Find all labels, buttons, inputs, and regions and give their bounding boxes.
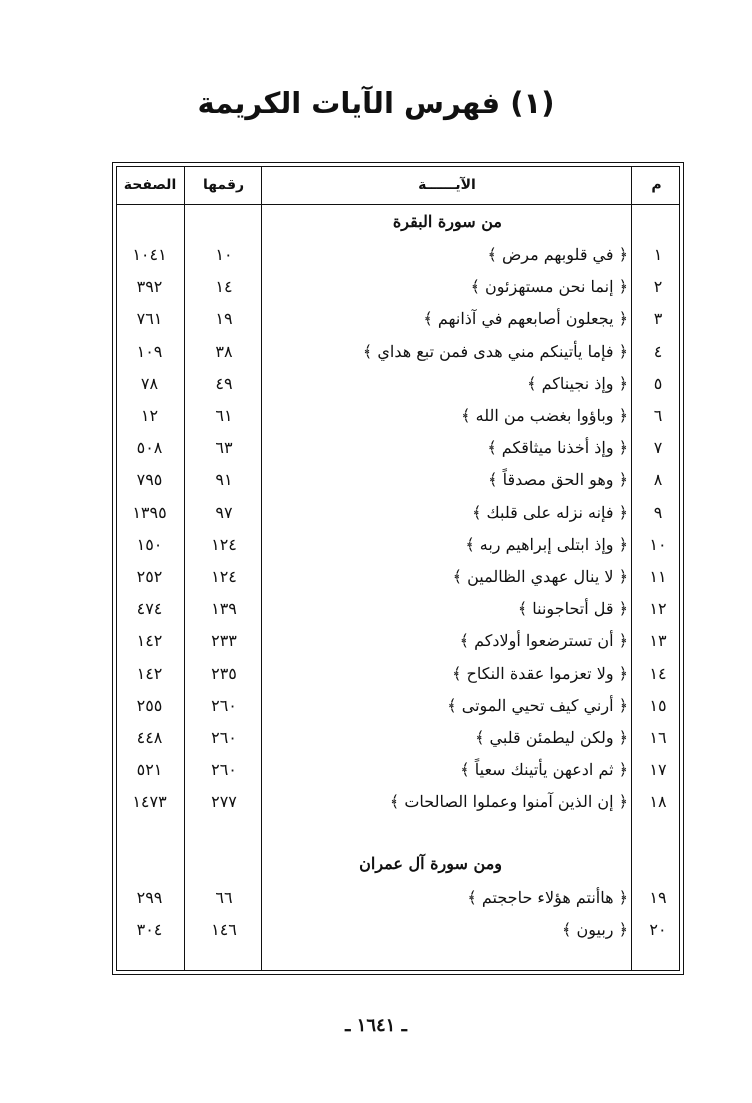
- row-number: ٤: [653, 341, 663, 361]
- page-reference: ١٣٩٥: [132, 502, 167, 522]
- verse-text: ﴿ في قلوبهم مرض ﴾: [487, 245, 628, 264]
- verse-text: ﴿ ولكن ليطمئن قلبي ﴾: [475, 728, 628, 747]
- row-number: ١١: [649, 567, 667, 586]
- row-number: ٢: [653, 277, 663, 297]
- verse-text: ﴿ لا ينال عهدي الظالمين ﴾: [452, 567, 628, 586]
- page-reference: ٢٩٩: [136, 888, 163, 907]
- verse-text: ﴿ فإنه نزله على قلبك ﴾: [472, 502, 628, 522]
- column-divider-ref: [184, 166, 185, 971]
- page-reference: ٧٨: [140, 373, 159, 393]
- verse-number: ٤٩: [215, 373, 233, 393]
- verse-number: ٢٦٠: [211, 728, 237, 747]
- verse-text: ﴿ فإما يأتينكم مني هدى فمن تبع هداي ﴾: [362, 341, 628, 361]
- page-reference: ١٤٢: [136, 663, 163, 683]
- row-number: ٨: [653, 470, 663, 490]
- row-number: ١٣: [649, 631, 667, 651]
- row-number: ٢٠: [649, 920, 667, 939]
- column-divider-verse: [261, 166, 262, 971]
- verse-number: ٦١: [215, 406, 233, 425]
- verse-number: ١٢٤: [211, 567, 237, 586]
- verse-text: ﴿ أن تسترضعوا أولادكم ﴾: [459, 631, 628, 651]
- verse-number: ٢٧٧: [211, 792, 237, 812]
- verse-index-table: [112, 162, 684, 975]
- row-number: ٥: [653, 373, 663, 393]
- verse-number: ١٣٩: [211, 599, 237, 619]
- page-reference: ٣٠٤: [136, 920, 163, 939]
- verse-number: ١٤٦: [211, 920, 237, 939]
- verse-number: ١٠: [215, 245, 233, 264]
- row-number: ١: [653, 245, 663, 264]
- header-divider: [116, 204, 680, 205]
- page-reference: ١٠٩: [136, 341, 163, 361]
- verse-text: ﴿ هاأنتم هؤلاء حاججتم ﴾: [467, 888, 628, 907]
- page-reference: ٢٥٢: [136, 567, 163, 586]
- verse-text: ﴿ وباؤوا بغضب من الله ﴾: [461, 406, 628, 425]
- verse-number: ٩٧: [215, 502, 233, 522]
- row-number: ١٦: [649, 728, 667, 747]
- row-number: ٣: [653, 309, 663, 329]
- verse-text: ﴿ إن الذين آمنوا وعملوا الصالحات ﴾: [389, 792, 628, 812]
- row-number: ١٠: [649, 534, 667, 554]
- page-reference: ١٥٠: [136, 534, 163, 554]
- page-number: ـ ١٦٤١ ـ: [345, 1015, 407, 1036]
- page-reference: ٥٢١: [136, 760, 163, 780]
- row-number: ٩: [653, 502, 663, 522]
- column-divider-num: [631, 166, 632, 971]
- page-reference: ٤٧٤: [136, 599, 163, 619]
- verse-text: ﴿ وإذ نجيناكم ﴾: [527, 373, 628, 393]
- verse-number: ٢٣٥: [211, 663, 237, 683]
- verse-text: ﴿ أرني كيف تحيي الموتى ﴾: [447, 695, 628, 715]
- page-reference: ٢٥٥: [136, 695, 163, 715]
- verse-number: ١٤: [215, 277, 233, 297]
- page-title: (١) فهرس الآيات الكريمة: [197, 86, 555, 120]
- page-reference: ٣٩٢: [136, 277, 163, 297]
- header-page: الصفحة: [123, 177, 177, 193]
- row-number: ١٩: [649, 888, 667, 907]
- verse-text: ﴿ ربيون ﴾: [562, 920, 628, 939]
- row-number: ١٤: [649, 663, 667, 683]
- page-reference: ٧٦١: [136, 309, 163, 329]
- verse-text: ﴿ وهو الحق مصدقاً ﴾: [488, 470, 628, 490]
- section-heading-baqarah: من سورة البقرة: [392, 212, 502, 231]
- row-number: ١٨: [649, 792, 667, 812]
- verse-number: ٢٦٠: [211, 760, 237, 780]
- page-reference: ١٢: [140, 406, 159, 425]
- page-reference: ١٤٢: [136, 631, 163, 651]
- header-ref: رقمها: [202, 177, 245, 193]
- verse-number: ٦٣: [215, 438, 233, 458]
- row-number: ١٥: [649, 695, 667, 715]
- verse-text: ﴿ إنما نحن مستهزئون ﴾: [470, 277, 628, 297]
- header-num: م: [651, 177, 662, 193]
- verse-number: ١٢٤: [211, 534, 237, 554]
- verse-number: ٦٦: [215, 888, 233, 907]
- verse-text: ﴿ وإذ أخذنا ميثاقكم ﴾: [487, 438, 628, 458]
- row-number: ٦: [653, 406, 663, 425]
- row-number: ٧: [653, 438, 663, 458]
- page-reference: ١٤٧٣: [132, 792, 167, 812]
- page-reference: ٥٠٨: [136, 438, 163, 458]
- verse-text: ﴿ قل أتحاجوننا ﴾: [517, 599, 628, 619]
- verse-number: ٢٦٠: [211, 695, 237, 715]
- verse-text: ﴿ وإذ ابتلى إبراهيم ربه ﴾: [465, 534, 628, 554]
- page-reference: ٤٤٨: [136, 728, 163, 747]
- verse-number: ٢٣٣: [211, 631, 237, 651]
- verse-number: ٣٨: [215, 341, 233, 361]
- section-heading-al-imran: ومن سورة آل عمران: [359, 854, 502, 873]
- row-number: ١٢: [649, 599, 667, 619]
- verse-text: ﴿ ثم ادعهن يأتينك سعياً ﴾: [460, 760, 628, 780]
- verse-number: ٩١: [215, 470, 233, 490]
- verse-text: ﴿ يجعلون أصابعهم في آذانهم ﴾: [423, 309, 628, 329]
- page-reference: ١٠٤١: [132, 245, 167, 264]
- verse-number: ١٩: [215, 309, 233, 329]
- page-reference: ٧٩٥: [136, 470, 163, 490]
- verse-text: ﴿ ولا تعزموا عقدة النكاح ﴾: [452, 663, 628, 683]
- header-verse: الآيــــــة: [418, 177, 476, 193]
- row-number: ١٧: [649, 760, 667, 780]
